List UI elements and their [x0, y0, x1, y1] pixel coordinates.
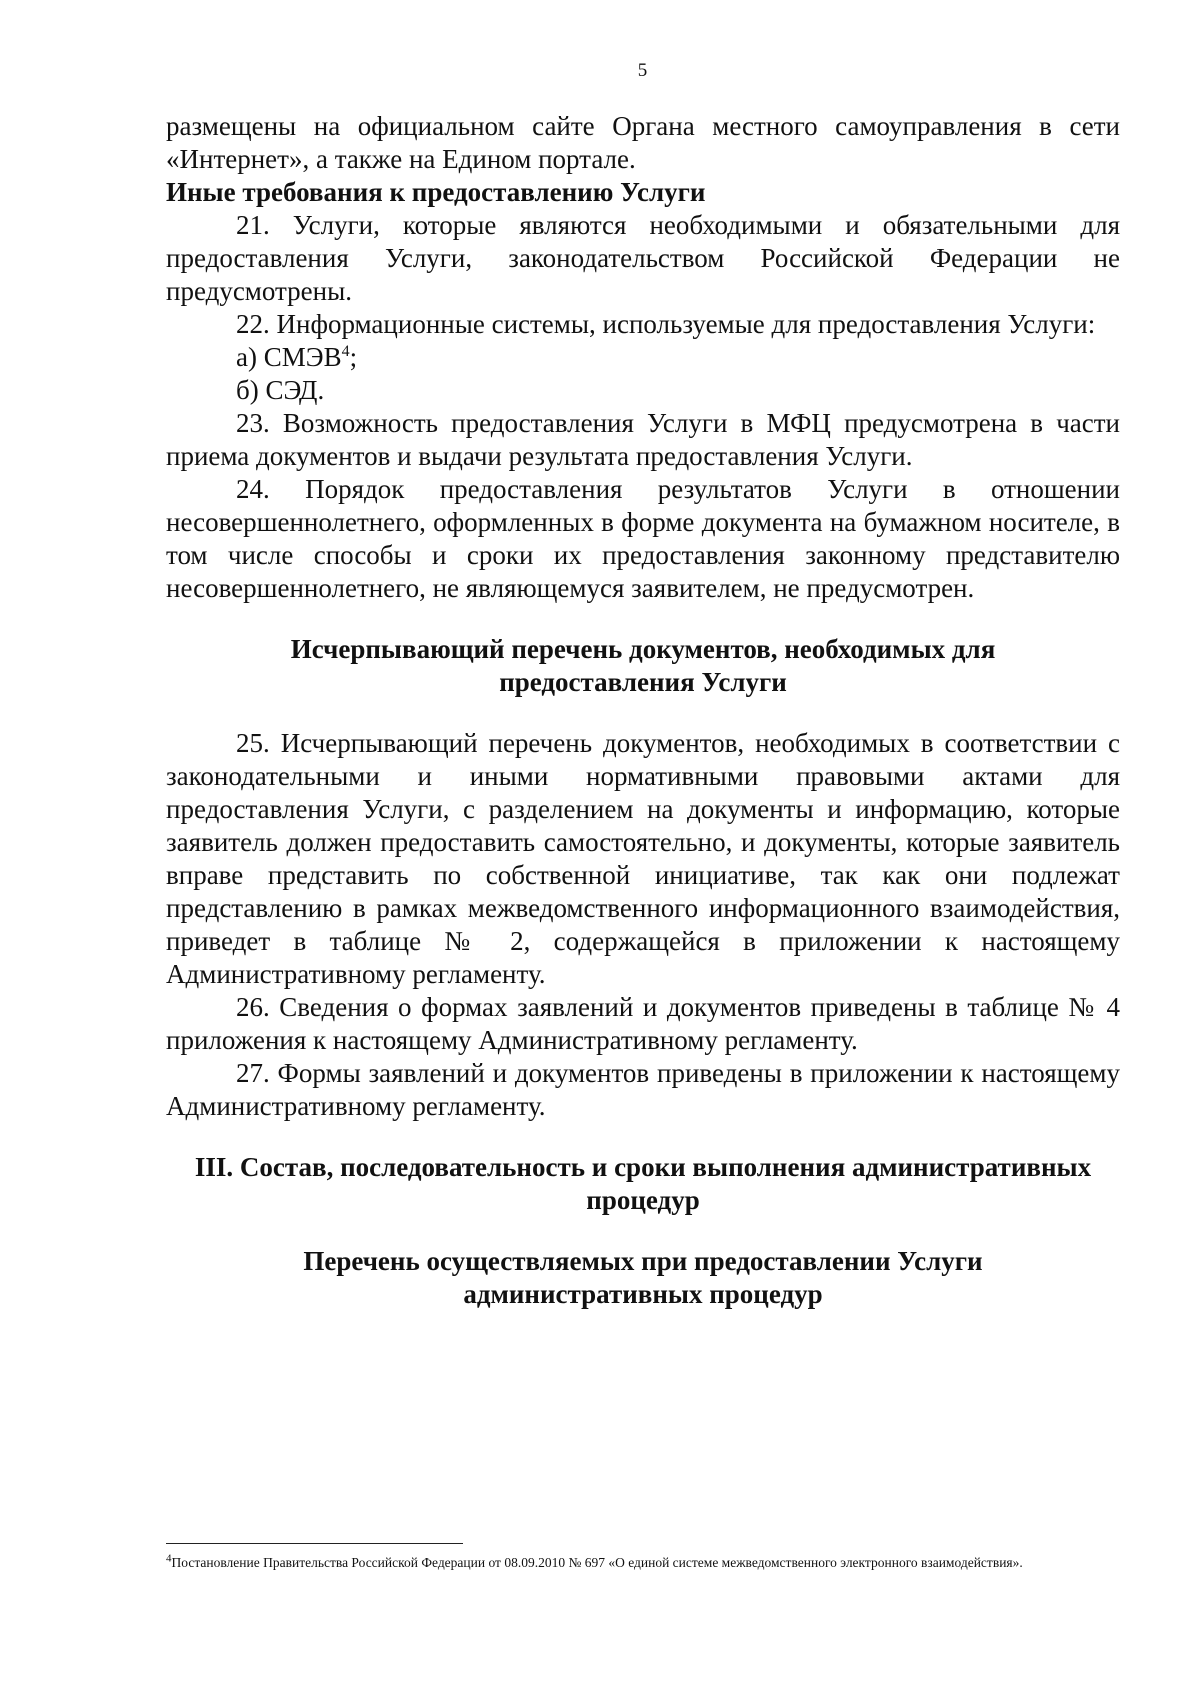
heading-documents-list	[166, 633, 1120, 699]
heading-section-3-line2: процедур	[586, 1185, 700, 1215]
heading-procedures-list	[166, 1245, 1120, 1311]
paragraph-22: 22. Информационные системы, используемые для предоставления Услуги:	[236, 309, 1096, 339]
footnote-divider	[166, 1543, 463, 1544]
heading-other-requirements: Иные требования к предоставлению Услуги	[166, 177, 706, 207]
heading-section-3	[166, 1151, 1120, 1217]
footnote-reference: 4	[341, 343, 350, 360]
paragraph-21: 21. Услуги, которые являются необходимыми и обязательными для предоставления Услуги, законодательством Российской Федерации не предусмотрены.	[166, 210, 1120, 306]
paragraph-26: 26. Сведения о формах заявлений и документов приведены в таблице № 4 приложения к настоящему Административному регламенту.	[166, 992, 1120, 1055]
paragraph-25: 25. Исчерпывающий перечень документов, необходимых в соответствии с законодательными и иными нормативными правовыми актами для предоставления Услуги, с разделением на документы и информацию, которые заявитель должен предоставить самостоятельно, и документы, которые заявитель вправе представить по собственной инициативе, так как они подлежат представлению в рамках межведомственного информационного взаимодействия, приведет в таблице № 2, содержащейся в приложении к настоящему Административному регламенту.	[166, 728, 1120, 989]
heading-documents-line2: предоставления Услуги	[499, 667, 787, 697]
page-number: 5	[637, 60, 648, 81]
paragraph-23: 23. Возможность предоставления Услуги в МФЦ предусмотрена в части приема документов и выдачи результата предоставления Услуги.	[166, 408, 1120, 471]
heading-section-3-line1: III. Состав, последовательность и сроки выполнения административных	[194, 1152, 1092, 1182]
footnote-text: Постановление Правительства Российской Федерации от 08.09.2010 № 697 «О единой системе межведомственного электронного взаимодействия».	[171, 1555, 1023, 1570]
heading-documents-line1: Исчерпывающий перечень документов, необходимых для	[290, 634, 996, 664]
paragraph-22a-text: а) СМЭВ	[236, 342, 342, 372]
paragraph-27: 27. Формы заявлений и документов приведены в приложении к настоящему Административному регламенту.	[166, 1058, 1120, 1121]
paragraph-intro: размещены на официальном сайте Органа местного самоуправления в сети «Интернет», а также на Едином портале.	[166, 111, 1120, 174]
paragraph-22a	[166, 341, 1120, 374]
heading-procedures-line1: Перечень осуществляемых при предоставлении Услуги	[303, 1246, 983, 1276]
paragraph-22b: б) СЭД.	[236, 375, 325, 405]
paragraph-22a-tail: ;	[349, 342, 358, 372]
document-body	[166, 110, 1120, 1311]
footnote-marker: 4	[166, 1552, 172, 1565]
paragraph-24: 24. Порядок предоставления результатов Услуги в отношении несовершеннолетнего, оформленных в форме документа на бумажном носителе, в том числе способы и сроки их предоставления законному представителю несовершеннолетнего, не являющемуся заявителем, не предусмотрен.	[166, 474, 1120, 603]
heading-procedures-line2: административных процедур	[463, 1279, 823, 1309]
footnote	[166, 1553, 1120, 1573]
